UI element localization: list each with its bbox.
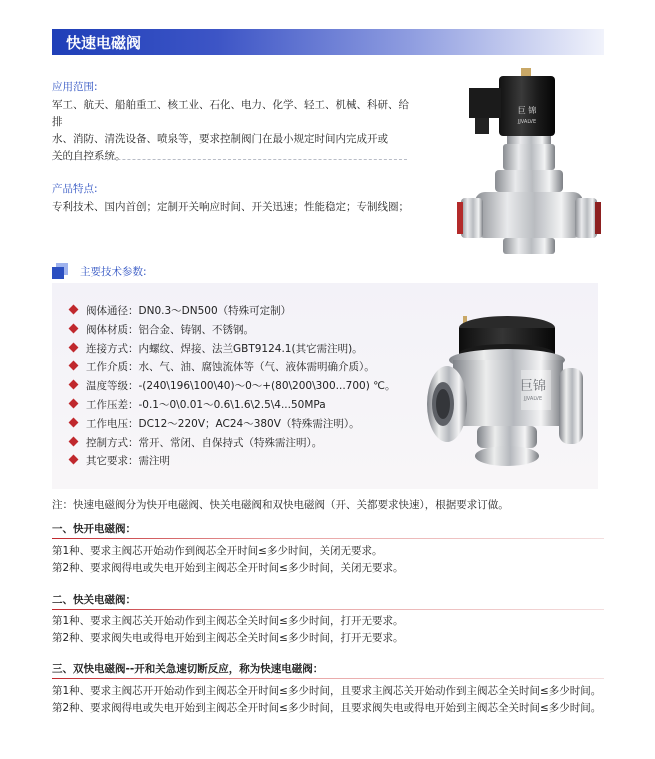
threaded-valve-image bbox=[455, 66, 615, 266]
diamond-bullet-icon bbox=[69, 342, 79, 352]
section-divider bbox=[52, 609, 604, 610]
application-line: 水、消防、清洗设备、喷泉等，要求控制阀门在最小规定时间内完成开或 bbox=[52, 133, 388, 145]
diamond-bullet-icon bbox=[69, 305, 79, 315]
section-line: 第1种、要求主阀芯开始动作到阀芯全开时间≤多少时间，关闭无要求。 bbox=[52, 545, 383, 557]
features-text: 专利技术、国内首创；定制开关响应时间、开关迅速；性能稳定；专制线圈； bbox=[52, 201, 409, 213]
section-body bbox=[52, 613, 608, 647]
spec-item: 工作压差：-0.1～0\0.01～0.6\1.6\2.5\4...50MPa bbox=[70, 397, 395, 416]
specs-list bbox=[70, 303, 395, 472]
page-title: 快速电磁阀 bbox=[66, 34, 142, 52]
features-label: 产品特点: bbox=[52, 183, 98, 195]
application-line: 关的自控系统。 bbox=[52, 150, 126, 162]
diamond-bullet-icon bbox=[69, 399, 79, 409]
spec-item: 工作介质：水、气、油、腐蚀流体等（气、液体需明确介质）。 bbox=[70, 359, 395, 378]
brand-cn: 巨 锦 bbox=[517, 106, 537, 115]
section-heading: 三、双快电磁阀--开和关急速切断反应，称为快速电磁阀： bbox=[52, 663, 324, 675]
diamond-bullet-icon bbox=[69, 361, 79, 371]
spec-item: 连接方式：内螺纹、焊接、法兰GBT9124.1(其它需注明)。 bbox=[70, 341, 395, 360]
section-line: 第2种、要求阀得电或失电开始到主阀芯全开时间≤多少时间，且要求阀失电或得电开始到主阀芯全关时间≤多少时间。 bbox=[52, 702, 602, 714]
diamond-bullet-icon bbox=[69, 417, 79, 427]
section-line: 第2种、要求阀得电或失电开始到主阀芯全开时间≤多少时间，关闭无要求。 bbox=[52, 562, 404, 574]
section-body bbox=[52, 543, 608, 577]
section-divider bbox=[52, 678, 604, 679]
flanged-valve-image bbox=[425, 306, 595, 478]
specs-title: 主要技术参数: bbox=[80, 266, 147, 278]
section-line: 第2种、要求阀失电或得电开始到主阀芯全关时间≤多少时间，打开无要求。 bbox=[52, 632, 404, 644]
section-heading: 二、快关电磁阀： bbox=[52, 594, 136, 606]
section-body bbox=[52, 683, 608, 717]
title-bar bbox=[52, 29, 604, 55]
dashed-divider bbox=[52, 159, 407, 160]
application-label: 应用范围: bbox=[52, 81, 98, 93]
spec-item: 其它要求：需注明 bbox=[70, 453, 395, 472]
application-line: 军工、航天、船舶重工、核工业、石化、电力、化学、轻工、机械、科研、给排 bbox=[52, 99, 409, 128]
spec-item: 控制方式：常开、常闭、自保持式（特殊需注明）。 bbox=[70, 435, 395, 454]
note-text: 注：快速电磁阀分为快开电磁阀、快关电磁阀和双快电磁阀（开、关都要求快速），根据要求订做。 bbox=[52, 499, 509, 511]
square-icon bbox=[52, 263, 68, 279]
spec-item: 阀体通径：DN0.3～DN500（特殊可定制） bbox=[70, 303, 395, 322]
spec-item: 工作电压：DC12～220V；AC24～380V（特殊需注明）。 bbox=[70, 416, 395, 435]
brand-en-2: JJVALVE bbox=[523, 396, 543, 402]
spec-item: 阀体材质：铝合金、铸钢、不锈钢。 bbox=[70, 322, 395, 341]
diamond-bullet-icon bbox=[69, 323, 79, 333]
spec-item: 温度等级：-(240\196\100\40)～0～+(80\200\300...700) ℃。 bbox=[70, 378, 395, 397]
brand-en: JJVALVE bbox=[517, 119, 537, 125]
section-line: 第1种、要求主阀芯关开始动作到主阀芯全关时间≤多少时间，打开无要求。 bbox=[52, 615, 404, 627]
diamond-bullet-icon bbox=[69, 436, 79, 446]
application-text bbox=[52, 97, 412, 165]
brand-cn-2: 巨锦 bbox=[519, 379, 547, 394]
diamond-bullet-icon bbox=[69, 455, 79, 465]
diamond-bullet-icon bbox=[69, 380, 79, 390]
section-line: 第1种、要求主阀芯开开始动作到主阀芯全开时间≤多少时间，且要求主阀芯关开始动作到主阀芯全关时间≤多少时间。 bbox=[52, 685, 602, 697]
section-divider bbox=[52, 538, 604, 539]
section-heading: 一、快开电磁阀： bbox=[52, 523, 136, 535]
